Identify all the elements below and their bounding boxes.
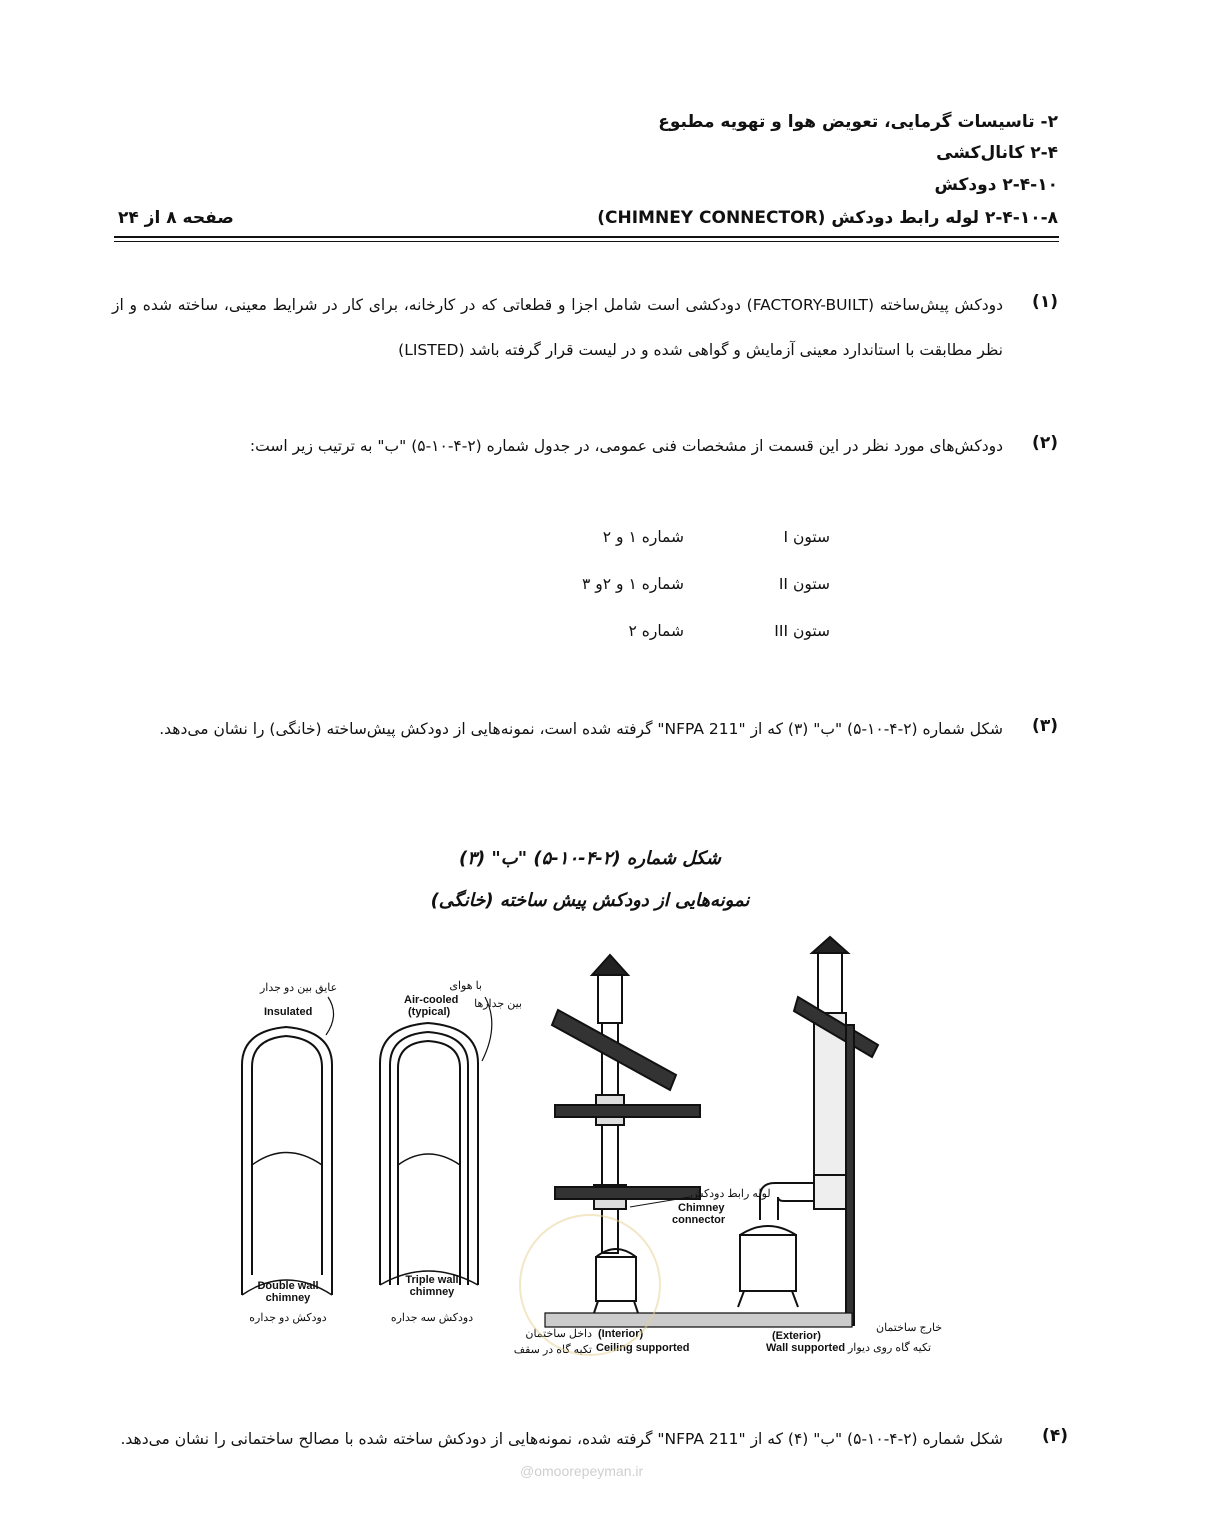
section-title: ۲- تاسیسات گرمایی، تعویض هوا و تهویه مطبوع (658, 112, 1058, 132)
column-label: ستون III (774, 622, 830, 640)
sub-subsection-title: ۲-۴-۱۰ دودکش (934, 175, 1058, 195)
header-rule-thin (114, 241, 1059, 242)
double-wall-label-en: chimney (265, 1292, 311, 1304)
exterior-label-fa: خارج ساختمان (876, 1322, 943, 1334)
figure-caption: شکل شماره (۲-۴-۱۰-۵) "ب" (۳) (459, 848, 721, 869)
column-label: ستون II (778, 575, 830, 593)
watermark-text: @omoorepeyman.ir (520, 1463, 644, 1479)
subsection-title: ۲-۴ کانال‌کشی (936, 143, 1058, 163)
interior-chimney-drawing (552, 955, 700, 1313)
wall-label-fa: تکیه گاه روی دیوار (848, 1342, 932, 1354)
ceiling-label-en: Ceiling supported (596, 1342, 690, 1354)
triple-wall-label-en: Triple wall (405, 1274, 459, 1286)
page-number: صفحه ۸ از ۲۴ (118, 208, 234, 228)
chimney-figure (200, 935, 960, 1365)
triple-wall-chimney-drawing (380, 1023, 478, 1285)
double-wall-chimney-drawing (242, 1027, 332, 1295)
figure-subcaption: نمونه‌هایی از دودکش پیش ساخته (خانگی) (430, 890, 750, 911)
paragraph-number: (۱) (1032, 292, 1058, 312)
insulated-label-fa: عایق بین دو جدار (260, 982, 338, 994)
column-value: شماره ۱ و ۲و ۳ (582, 575, 684, 593)
wall-label-en: Wall supported (766, 1342, 846, 1354)
triple-wall-label-en: chimney (409, 1286, 455, 1298)
ceiling-label-fa: تکیه گاه در سقف (513, 1344, 592, 1356)
topic-title: ۲-۴-۱۰-۸ لوله رابط دودکش (CHIMNEY CONNECTOR) (597, 208, 1058, 228)
column-value: شماره ۲ (628, 622, 684, 640)
aircooled-label-fa: با هوای (449, 980, 482, 992)
paragraph-2: دودکش‌های مورد نظر در این قسمت از مشخصات فنی عمومی، در جدول شماره (۲-۴-۱۰-۵) "ب" به ترتیب زیر است: (249, 437, 1003, 455)
paragraph-3: شکل شماره (۲-۴-۱۰-۵) "ب" (۳) که از "NFPA 211" گرفته شده است، نمونه‌هایی از دودکش پیش‌ساخته (خانگی) را نشان می‌دهد. (159, 720, 1003, 738)
header-rule-thick (114, 236, 1059, 238)
aircooled-label-en: (typical) (408, 1006, 451, 1018)
paragraph-number: (۲) (1032, 433, 1058, 453)
exterior-chimney-drawing (738, 937, 878, 1325)
paragraph-number: (۳) (1032, 716, 1058, 736)
column-label: ستون I (783, 528, 830, 546)
interior-label-fa: داخل ساختمان (525, 1328, 592, 1340)
insulated-label-en: Insulated (264, 1006, 313, 1018)
double-wall-label-en: Double wall (257, 1280, 319, 1292)
paragraph-4: شکل شماره (۲-۴-۱۰-۵) "ب" (۴) که از "NFPA 211" گرفته شده، نمونه‌هایی از دودکش ساخته شده با مصالح ساختمانی را نشان می‌دهد. (120, 1430, 1003, 1448)
aircooled-label-fa: بین جدارها (474, 998, 522, 1010)
connector-label-fa: لوله رابط دودکش (690, 1188, 771, 1200)
connector-label-en: Chimney (678, 1202, 725, 1214)
aircooled-label-en: Air-cooled (404, 994, 459, 1006)
column-value: شماره ۱ و ۲ (602, 528, 684, 546)
interior-label-en: (Interior) (598, 1328, 644, 1340)
paragraph-number: (۴) (1042, 1426, 1068, 1446)
connector-label-en: connector (672, 1214, 726, 1226)
paragraph-1: دودکش پیش‌ساخته (FACTORY-BUILT) دودکشی است شامل اجزا و قطعاتی که در کارخانه، برای کار در شرایط معینی، ساخته شده و از نظر مطابقت با استاندارد معینی آزمایش و گواهی شده و در لیست قرار گرفته باشد (LISTED) (112, 296, 1003, 359)
double-wall-label-fa: دودکش دو جداره (249, 1312, 327, 1324)
triple-wall-label-fa: دودکش سه جداره (390, 1312, 474, 1324)
exterior-label-en: (Exterior) (772, 1330, 821, 1342)
